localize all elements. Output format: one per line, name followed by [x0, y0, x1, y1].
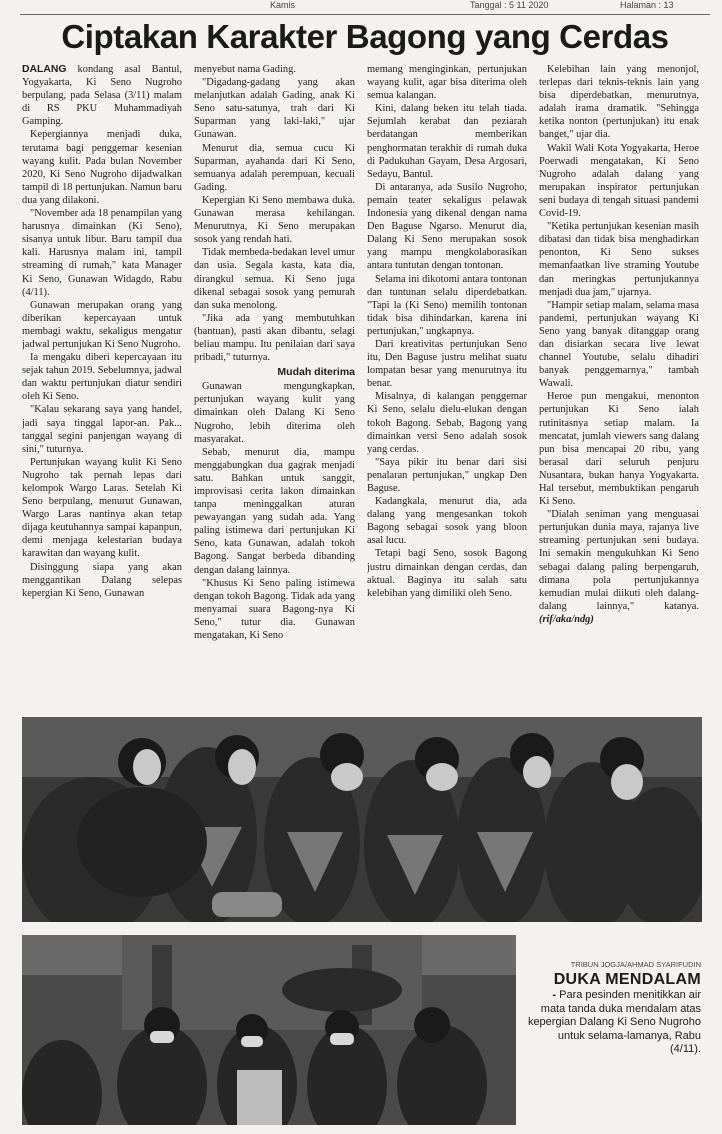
article-paragraph: [194, 312, 355, 364]
masthead-date: Tanggal : 5 11 2020: [470, 0, 549, 10]
article-paragraph: [22, 128, 182, 207]
caption-body: Para pesinden menitikkan air mata tanda duka mendalam atas kepergian Dalang Ki Seno Nugroho untuk selama-lamanya, Rabu (4/11).: [527, 989, 701, 1056]
article-paragraph: [194, 63, 355, 76]
article-column-2: [194, 63, 355, 718]
photo-mourning-pesinden: [22, 717, 702, 922]
article-paragraph: [539, 390, 699, 508]
paragraph-text: "Dialah seniman yang menguasai pertunjukan dunia maya, rajanya live streaming pertunjukan seni budaya. Ini semakin mengukuhkan Ki Seno sebagai dalang paling berpengaruh, dimana pola pertunjukannya kemudian mulai diikuti oleh dalang-dalang lainnya," katanya.: [539, 509, 699, 612]
subheading: Mudah diterima: [277, 366, 355, 379]
article-paragraph: [194, 76, 355, 141]
paragraph-text: Pertunjukan wayang kulit Ki Seno Nugroho tak pernah lepas dari kelompok Wargo Laras. Setelah Ki Seno berpulang, menurut Gunawan, Wargo Laras nantinya akan tetap dijaga keutuhannya sampai kapanpun, demi menjaga kelestarian budaya karawitan dan wayang kulit.: [22, 456, 182, 560]
photo-credit: TRIBUN JOGJA/AHMAD SYARIFUDIN: [570, 960, 701, 969]
paragraph-text: Tetapi bagi Seno, sosok Bagong justru dimainkan dengan cerdas, dan aktual. Baginya itu salah satu kelebihan yang dimiliki oleh Seno.: [367, 548, 527, 599]
paragraph-text: Ia mengaku diberi kepercayaan itu sejak tahun 2019. Sebelumnya, jadwal dan waktu pertunjukan diatur sendiri oleh Ki Seno.: [22, 352, 182, 403]
article-paragraph: [367, 390, 527, 455]
article-paragraph: [22, 351, 182, 403]
article-paragraph: [22, 207, 182, 299]
article-paragraph: [367, 63, 527, 102]
article-paragraph: [194, 142, 355, 194]
author-initials: (rif/aka/ndg): [539, 613, 594, 625]
article-paragraph: [22, 299, 182, 351]
article-paragraph: [539, 299, 699, 391]
article-paragraph: [367, 456, 527, 495]
paragraph-text: Kini, dalang beken itu telah tiada. Sejumlah kerabat dan peziarah berdatangan memberikan penghormatan terakhir di rumah duka di Padukuhan Gayam, Desa Argosari, Sedayu, Bantul.: [367, 103, 527, 180]
paragraph-text: Wakil Wali Kota Yogyakarta, Heroe Poerwadi mengatakan, Ki Seno Nugroho adalah dalang yang merupakan inspirator pertunjukan seni budaya di tengah situasi pandemi Covid-19.: [539, 142, 699, 220]
article-paragraph: [539, 63, 699, 142]
article-paragraph: [367, 495, 527, 547]
paragraph-text: kondang asal Bantul, Yogyakarta, Ki Seno Nugroho berpulang, pada Selasa (3/11) malam di RS PKU Muhammadiyah Gamping.: [22, 64, 182, 128]
paragraph-text: memang menginginkan, pertunjukan wayang kulit, agar bisa diterima oleh semua kalangan.: [367, 64, 527, 102]
article-paragraph: [194, 194, 355, 246]
paragraph-text: Disinggung siapa yang akan menggantikan Dalang selepas kepergian Ki Seno, Gunawan: [22, 561, 182, 599]
paragraph-text: "Ketika pertunjukan kesenian masih dibatasi dan tidak bisa menghadirkan penonton, Ki Seno sukses memanfaatkan live straming Youtube dan meringkas pertunjukannya menjadi dua jam," ujarnya.: [539, 221, 699, 298]
article-paragraph: [22, 63, 182, 128]
article-paragraph: [367, 181, 527, 273]
caption-dash: -: [552, 989, 560, 1001]
paragraph-text: Menurut dia, semua cucu Ki Suparman, ayahanda dari Ki Seno, semuanya adalah perempuan, kecuali Gading.: [194, 142, 355, 193]
paragraph-text: Kepergian Ki Seno membawa duka. Gunawan merasa kehilangan. Menurutnya, Ki Seno merupakan sosok yang rendah hati.: [194, 194, 355, 246]
paragraph-text: Gunawan merupakan orang yang diberikan kepercayaan untuk membagi waktu, sekaligus mengatur jadwal pertunjukan Ki Seno Nugroho.: [22, 299, 182, 350]
paragraph-text: Kadangkala, menurut dia, ada dalang yang mengesankan tokoh Bagong sebagai sosok yang bloon asal lucu.: [367, 496, 527, 547]
paragraph-text: "Hampir setiap malam, selama masa pandemi, pertunjukan wayang Ki Seno yang banyak ditanggap orang dan disiarkan secara live lewat channel Youtube, selalu dihadiri banyak penggemarnya," tambah Wawali.: [539, 299, 699, 390]
paragraph-text: Kepergiannya menjadi duka, terutama bagi penggemar kesenian wayang kulit. Pada bulan November 2020, Ki Seno Nugroho dijadwalkan tampil di 18 pertunjukan. Namun baru dua yang dilakoni.: [22, 129, 182, 206]
article-paragraph: [194, 246, 355, 311]
masthead: [20, 0, 710, 15]
paragraph-text: "Digadang-gadang yang akan melanjutkan adalah Gading, anak Ki Seno satu-satunya, trah dari Ki Suparman yang laki-laki," ujar Gunawan.: [194, 77, 355, 141]
article-paragraph: [22, 456, 182, 561]
photo-mourners-coffin: [22, 935, 516, 1125]
article-column-1: [22, 63, 182, 718]
article-paragraph: [367, 273, 527, 338]
paragraph-text: "November ada 18 penampilan yang harusnya dimainkan (Ki Seno), sisanya untuk libur. Baru tampil dua kali. Harusnya malam ini, tampil streaming di rumah," kata Manager Ki Seno, Gunawan Widagdo, Rabu (4/11).: [22, 208, 182, 298]
paragraph-text: menyebut nama Gading.: [194, 64, 296, 75]
article-paragraph: [367, 547, 527, 599]
masthead-day: Kamis: [270, 0, 296, 10]
paragraph-text: Dari kreativitas pertunjukan Seno itu, Den Baguse justru melihat suatu lompatan besar yang menurutnya itu benar.: [367, 338, 527, 390]
article-paragraph: [539, 508, 699, 626]
paragraph-text: Heroe pun mengakui, menonton pertunjukan Ki Seno ialah rutinitasnya setiap malam. Ia mencatat, jumlah viewers sang dalang pun bisa mencapai 20 ribu, yang berasal dari seluruh penjuru Nusantara, bukan hanya Yogyakarta. Hal tersebut, membuktikan pengaruh Ki Seno.: [539, 391, 699, 508]
photo-caption: [526, 960, 701, 1057]
masthead-page: Halaman : 13: [620, 0, 674, 10]
article-column-4: [539, 63, 699, 718]
paragraph-text: Selama ini dikotomi antara tontonan dan tuntunan selalu diperdebatkan. "Tapi la (Ki Seno) memilih tontonan tidak bisa dihindarkan, karena ini pertunjukan," ungkapnya.: [367, 273, 527, 337]
article-paragraph: [367, 338, 527, 390]
article-paragraph: [539, 142, 699, 221]
paragraph-text: "Jika ada yang membutuhkan (bantuan), pasti akan dibantu, selagi beliau mampu. Itu penilaian dari saya pribadi," tuturnya.: [194, 312, 355, 364]
paragraph-text: "Khusus Ki Seno paling istimewa dengan tokoh Bagong. Tidak ada yang menyamai suara Bagong-nya Ki Seno," tutur dia. Gunawan mengatakan, Ki Seno: [194, 577, 355, 642]
article-paragraph: [194, 577, 355, 642]
dateline: DALANG: [22, 64, 67, 75]
paragraph-text: Kelebihan lain yang menonjol, terlepas dari teknis-teknis lain yang bisa diperdebatkan, menurutnya, adalah irama dramatik. "Sehingga ketika nonton (pertunjukan) itu enak banget," ujar dia.: [539, 64, 699, 141]
paragraph-text: Tidak membeda-bedakan level umur dan usia. Segala kasta, kata dia, dirangkul semua. Ki Seno juga dikenal sebagai sosok yang pemurah dan suka menolong.: [194, 247, 355, 311]
article-paragraph: [22, 561, 182, 600]
paragraph-text: Misalnya, di kalangan penggemar Ki Seno, selalu dielu-elukan dengan tokoh Bagong. Sebab, Bagong yang dimainkan versi Seno adalah sosok yang cerdas.: [367, 391, 527, 455]
article-paragraph: [22, 403, 182, 455]
paragraph-text: "Kalau sekarang saya yang handel, jadi saya tinggal lapor-an. Pak... tanggal segini panjengan wayang di sini," tuturnya.: [22, 404, 182, 455]
paragraph-text: Di antaranya, ada Susilo Nugroho, pemain teater sekaligus pelawak Indonesia yang dikenal dengan nama Den Baguse Ngarso. Menurut dia, Dalang Ki Seno merupakan sosok yang mampu mengkolaborasikan antara tuntutan dengan tontonan.: [367, 181, 527, 272]
article-column-3: [367, 63, 527, 718]
article-paragraph: [539, 220, 699, 299]
paragraph-text: Gunawan mengungkapkan, pertunjukan wayang kulit yang dimainkan oleh Dalang Ki Seno Nugroho, lebih diterima oleh masyarakat.: [194, 381, 355, 445]
paragraph-text: Sebab, menurut dia, mampu menggabungkan dua gagrak menjadi satu. Bahkan untuk sanggit, improvisasi cerita lakon dimainkan tanpa meninggalkan aturan pewayangan yang sudah ada. Yang paling istimewa dari pertunjukan Ki Seno, kata Gunawan, adalah tokoh Bagong. Sangat berbeda dibanding dengan dalang lainnya.: [194, 446, 355, 576]
caption-title: DUKA MENDALAM: [553, 971, 701, 988]
paragraph-text: "Saya pikir itu benar dari sisi penalaran pertunjukan," ungkap Den Baguse.: [367, 456, 527, 494]
caption-text: [526, 989, 701, 1057]
headline: Ciptakan Karakter Bagong yang Cerdas: [61, 18, 669, 55]
article-paragraph: [194, 446, 355, 577]
article-paragraph: [194, 380, 355, 445]
article-paragraph: [367, 102, 527, 181]
